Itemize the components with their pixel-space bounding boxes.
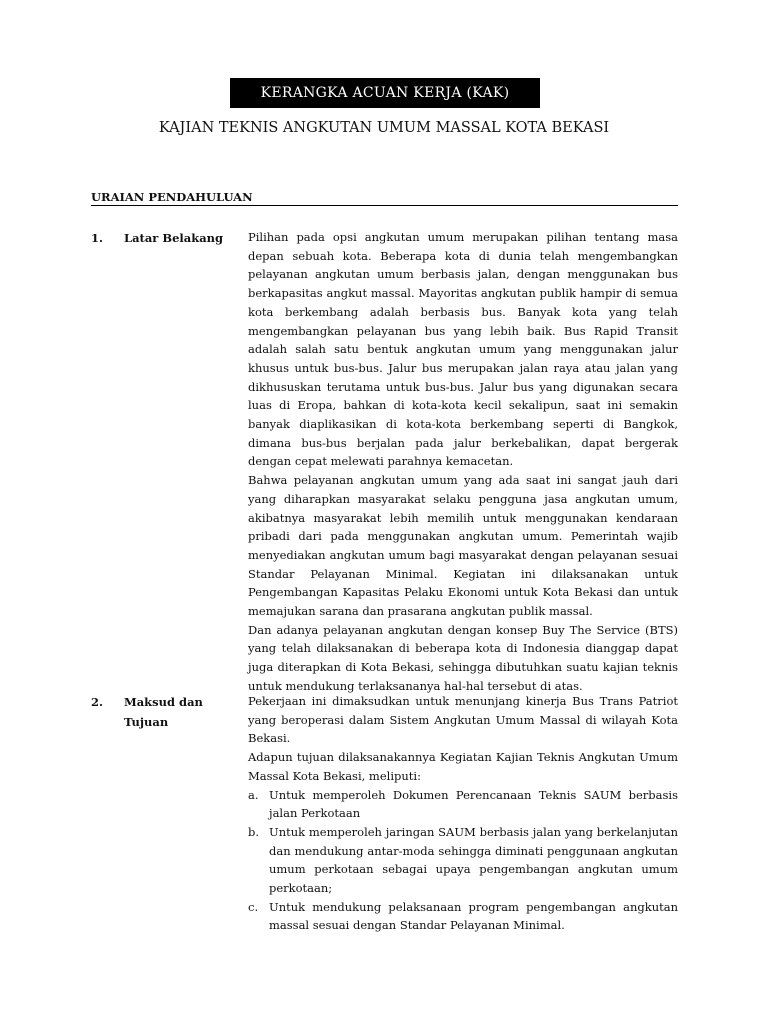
document-subtitle: KAJIAN TEKNIS ANGKUTAN UMUM MASSAL KOTA BEKASI bbox=[158, 120, 610, 136]
paragraph: Pekerjaan ini dimaksudkan untuk menunjang kinerja Bus Trans Patriot yang beroperasi dalam Sistem Angkutan Umum Massal di wilayah Kota Bekasi. bbox=[248, 694, 678, 746]
list-item bbox=[248, 823, 678, 898]
list-item-text: Untuk memperoleh Dokumen Perencanaan Teknis SAUM berbasis jalan Perkotaan bbox=[269, 787, 678, 821]
paragraph: Pilihan pada opsi angkutan umum merupakan pilihan tentang masa depan sebuah kota. Beberapa kota di dunia telah mengembangkan pelayanan angkutan umum berbasis jalan, dengan menggunakan bus berkapasitas angkut massal. Mayoritas angkutan publik hampir di semua kota berkembang adalah berbasis bus. Banyak kota yang telah mengembangkan pelayanan bus yang lebih baik. Bus Rapid Transit adalah salah satu bentuk angkutan umum yang menggunakan jalur khusus untuk bus-bus. Jalur bus merupakan jalan raya atau jalan yang dikhususkan terutama untuk bus-bus. Jalur bus yang digunakan secara luas di Eropa, bahkan di kota-kota kecil sekalipun, saat ini semakin banyak diaplikasikan di kota-kota berkembang seperti di Bangkok, dimana bus-bus berjalan pada jalur berkebalikan, dapat bergerak dengan cepat melewati parahnya kemacetan. bbox=[248, 230, 678, 469]
objectives-list bbox=[248, 786, 678, 936]
item-label: Latar Belakang bbox=[124, 231, 224, 245]
item-body bbox=[248, 692, 678, 935]
item-number: 2. bbox=[91, 695, 104, 709]
list-item-text: Untuk memperoleh jaringan SAUM berbasis jalan yang berkelanjutan dan mendukung antar-moda sehingga diminati penggunaan angkutan umum perkotaan sebagai upaya pengembangan angkutan umum perkotaan; bbox=[269, 824, 678, 896]
list-marker: b. bbox=[248, 824, 260, 839]
list-marker: c. bbox=[248, 899, 259, 914]
list-marker: a. bbox=[248, 787, 259, 802]
paragraph: Adapun tujuan dilaksanakannya Kegiatan Kajian Teknis Angkutan Umum Massal Kota Bekasi, meliputi: bbox=[248, 750, 678, 783]
document-title: KERANGKA ACUAN KERJA (KAK) bbox=[260, 85, 510, 101]
item-label: Maksud dan Tujuan bbox=[124, 695, 203, 729]
section-heading: URAIAN PENDAHULUAN bbox=[91, 190, 253, 204]
item-body bbox=[248, 228, 678, 696]
paragraph: Bahwa pelayanan angkutan umum yang ada saat ini sangat jauh dari yang diharapkan masyarakat selaku pengguna jasa angkutan umum, akibatnya masyarakat lebih memilih untuk menggunakan kendaraan pribadi dari pada menggunakan angkutan umum. Pemerintah wajib menyediakan angkutan umum bagi masyarakat dengan pelayanan sesuai Standar Pelayanan Minimal. Kegiatan ini dilaksanakan untuk Pengembangan Kapasitas Pelaku Ekonomi untuk Kota Bekasi dan untuk memajukan sarana dan prasarana angkutan publik massal. bbox=[248, 473, 678, 619]
item-number: 1. bbox=[91, 231, 104, 245]
paragraph: Dan adanya pelayanan angkutan dengan konsep Buy The Service (BTS) yang telah dilaksanakan di beberapa kota di Indonesia dianggap dapat juga diterapkan di Kota Bekasi, sehingga dibutuhkan suatu kajian teknis untuk mendukung terlaksananya hal-hal tersebut di atas. bbox=[248, 622, 678, 693]
list-item bbox=[248, 786, 678, 823]
list-item-text: Untuk mendukung pelaksanaan program pengembangan angkutan massal sesuai dengan Standar Pelayanan Minimal. bbox=[269, 899, 678, 933]
section-divider bbox=[91, 205, 678, 206]
document-title-box bbox=[230, 78, 540, 108]
list-item bbox=[248, 898, 678, 935]
